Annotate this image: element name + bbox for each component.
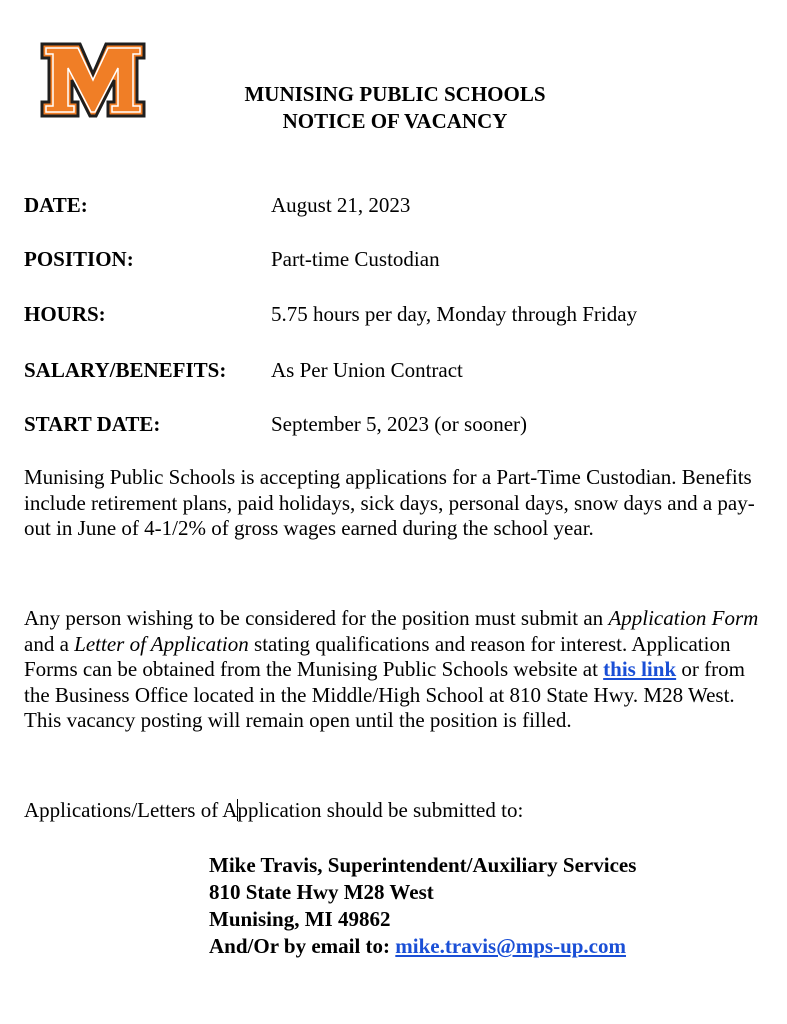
para2-text-4: or from the Business Office located in the Middle/High School at 810 State Hwy. M28 West. This vacancy posting will remain open until the position is filled. — [24, 657, 745, 732]
field-salary-benefits-value: As Per Union Contract — [271, 358, 463, 382]
field-date-value: August 21, 2023 — [271, 193, 411, 217]
field-position-label: POSITION: — [24, 247, 134, 271]
para2-text-3: stating qualifications and reason for interest. Application Forms can be obtained from the Munising Public Schools website at — [24, 631, 731, 681]
application-form-term: Application Form — [608, 606, 759, 630]
field-start-date-value: September 5, 2023 (or sooner) — [271, 412, 528, 436]
contact-email-link[interactable]: mike.travis@mps-up.com — [395, 934, 626, 958]
application-form-link[interactable]: this link — [603, 657, 677, 681]
contact-name-title: Mike Travis, Superintendent/Auxiliary Services — [209, 853, 637, 877]
paragraph-application-instructions — [24, 606, 774, 734]
header-notice-title: NOTICE OF VACANCY — [282, 109, 508, 133]
field-start-date-label: START DATE: — [24, 412, 161, 436]
contact-email-prefix: And/Or by email to: — [209, 934, 396, 958]
para3-text-before-caret: Applications/Letters of A — [24, 798, 238, 822]
letter-of-application-term: Letter of Application — [74, 631, 249, 656]
para3-text-after-caret: pplication should be submitted to: — [237, 798, 524, 822]
para2-text-2: and a — [24, 631, 75, 656]
field-salary-benefits-label: SALARY/BENEFITS: — [24, 358, 227, 382]
field-hours-value: 5.75 hours per day, Monday through Friday — [271, 302, 638, 326]
field-hours-label: HOURS: — [24, 302, 106, 326]
contact-city-state-zip: Munising, MI 49862 — [209, 907, 391, 931]
contact-email-line — [209, 933, 636, 960]
contact-street: 810 State Hwy M28 West — [209, 880, 434, 904]
school-logo-m-icon — [38, 40, 148, 120]
field-position-value: Part-time Custodian — [271, 247, 440, 271]
document-header — [160, 81, 630, 135]
field-date-label: DATE: — [24, 193, 88, 217]
paragraph-benefits: Munising Public Schools is accepting applications for a Part-Time Custodian. Benefits include retirement plans, paid holidays, sick days, personal days, snow days and a pay-out in June of 4-1/2% of gross wages earned during the school year. — [24, 465, 755, 540]
paragraph-submit-to — [24, 798, 774, 824]
header-school-name: MUNISING PUBLIC SCHOOLS — [244, 82, 546, 106]
contact-address-block — [209, 852, 636, 960]
para2-text-1: Any person wishing to be considered for the position must submit an — [24, 606, 609, 630]
